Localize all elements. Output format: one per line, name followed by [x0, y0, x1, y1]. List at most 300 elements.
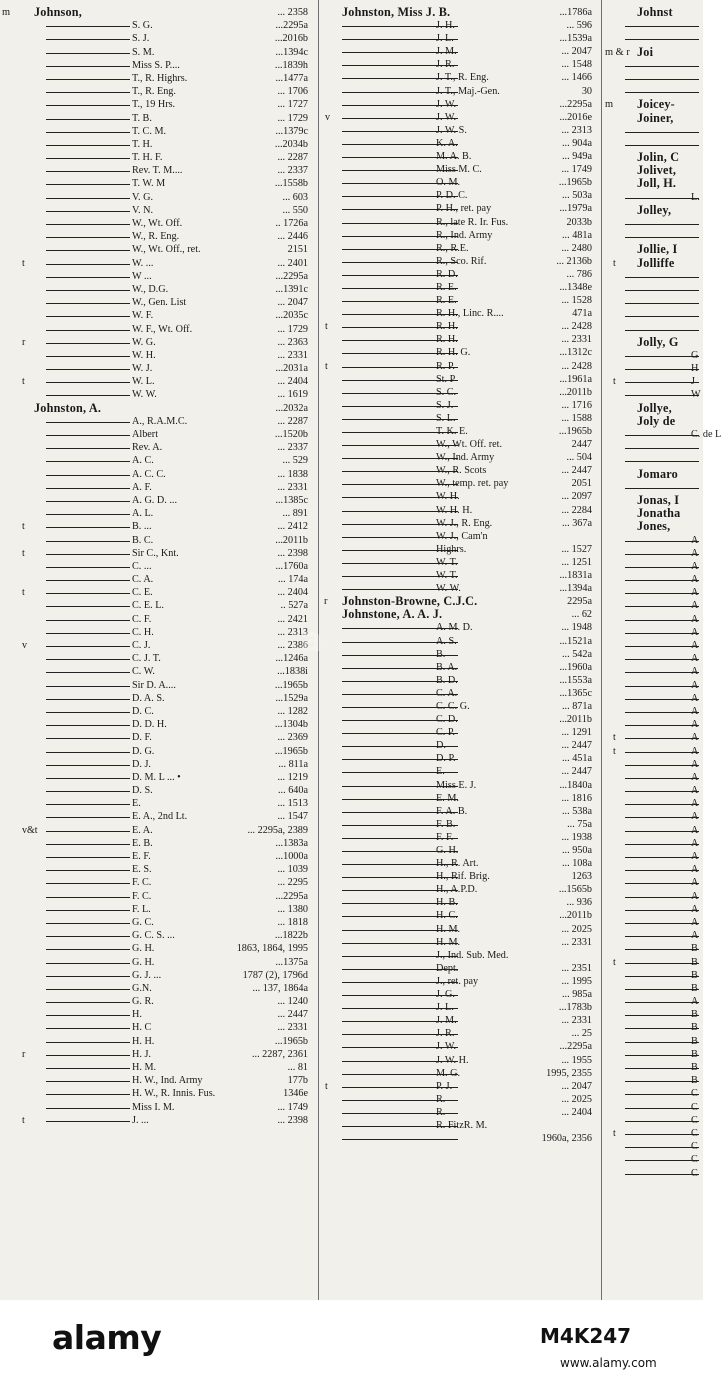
entry-row — [0, 665, 316, 678]
ditto-rule — [46, 580, 130, 581]
entry-name: R., Ind. Army — [436, 229, 493, 241]
entry-row — [322, 896, 600, 909]
entry-name: R. H. G. — [436, 347, 471, 359]
ditto-rule — [625, 461, 699, 462]
entry-name: C. A. — [436, 687, 458, 699]
entry-reference: ... 538a — [562, 805, 592, 817]
entry-reference: ...1304b — [274, 719, 308, 731]
entry-name: W. H. — [132, 349, 156, 361]
entry-reference: ... 2025 — [561, 923, 592, 935]
entry-name: F. C. — [132, 877, 152, 889]
entry-name: C — [691, 1114, 698, 1126]
entry-reference: ... 2313 — [561, 124, 592, 136]
entry-reference: 1263 — [571, 871, 592, 883]
entry-row — [0, 784, 316, 797]
entry-reference: ... 2097 — [561, 491, 592, 503]
entry-reference: ...1394c — [275, 46, 308, 58]
ditto-rule — [46, 949, 130, 950]
entry-name: J. W. S. — [436, 124, 467, 136]
ditto-rule — [46, 198, 130, 199]
entry-reference: ... 2480 — [561, 242, 592, 254]
entry-reference: 1787 (2), 1796d — [242, 969, 308, 981]
ditto-rule — [46, 514, 130, 515]
entry-name: J., Ind. Sub. Med. — [436, 949, 509, 961]
entry-reference: ...2011b — [559, 386, 592, 398]
entry-name: G.N. — [132, 982, 152, 994]
entry-row — [0, 507, 316, 520]
entry-row — [322, 360, 600, 373]
entry-row — [603, 257, 703, 270]
entry-row — [603, 705, 703, 718]
entry-row — [322, 752, 600, 765]
entry-row — [322, 425, 600, 438]
entry-row — [603, 323, 703, 336]
entry-row — [603, 520, 703, 533]
entry-row — [322, 58, 600, 71]
ditto-rule — [625, 1160, 699, 1161]
entry-row — [603, 626, 703, 639]
entry-row — [603, 745, 703, 758]
ditto-rule — [625, 1028, 699, 1029]
entry-row — [603, 1035, 703, 1048]
entry-name: J. L. — [436, 1002, 454, 1014]
entry-name: A — [691, 916, 699, 928]
entry-row — [603, 1114, 703, 1127]
entry-row — [322, 844, 600, 857]
ditto-rule — [625, 923, 699, 924]
ditto-rule — [625, 870, 699, 871]
ditto-rule — [625, 633, 699, 634]
entry-row — [0, 257, 316, 270]
entry-name: C. de L — [691, 429, 721, 440]
ditto-rule — [46, 725, 130, 726]
entry-name: A. F. — [132, 481, 152, 493]
entry-name: S. J. — [132, 33, 150, 45]
entry-name: H., Rif. Brig. — [436, 871, 490, 883]
entry-name: B. ... — [132, 521, 152, 533]
entry-name: R., R.E. — [436, 242, 469, 254]
entry-row — [322, 294, 600, 307]
entry-reference: ... 75a — [567, 818, 592, 830]
entry-row — [322, 451, 600, 464]
entry-row — [603, 454, 703, 467]
entry-name: R. E. — [436, 295, 457, 307]
entry-reference: ...1979a — [559, 203, 592, 215]
entry-name: C. E. — [132, 587, 153, 599]
entry-row — [322, 333, 600, 346]
entry-reference: ... 25 — [571, 1028, 592, 1040]
entry-name: E. F. — [132, 851, 151, 862]
entry-name: H. M. — [436, 923, 461, 935]
entry-name: A — [691, 877, 699, 889]
entry-row — [322, 857, 600, 870]
ditto-rule — [625, 738, 699, 739]
entry-reference: ... 2047 — [277, 297, 308, 309]
entry-row — [0, 46, 316, 59]
entry-row — [603, 837, 703, 850]
entry-row — [0, 428, 316, 441]
entry-name: D. F. — [132, 732, 152, 744]
entry-row — [322, 320, 600, 333]
entry-name: A — [691, 587, 699, 599]
brand-logo: alamy — [52, 1318, 162, 1357]
entry-name: H. M. — [436, 936, 461, 948]
entry-name: O. M. — [436, 177, 461, 189]
ditto-rule — [625, 1121, 699, 1122]
ditto-rule — [625, 910, 699, 911]
entry-name: J — [691, 376, 695, 388]
entry-reference: ...1839h — [274, 59, 308, 71]
entry-row — [0, 652, 316, 665]
entry-reference: ...2011b — [275, 534, 308, 546]
ditto-rule — [46, 989, 130, 990]
entry-name: Sir C., Knt. — [132, 547, 179, 559]
entry-reference: ... 950a — [562, 845, 592, 856]
ditto-rule — [46, 804, 130, 805]
ditto-rule — [625, 686, 699, 687]
entry-row — [322, 1001, 600, 1014]
entry-row — [603, 46, 703, 59]
ditto-rule — [625, 79, 699, 80]
entry-row — [322, 949, 600, 962]
entry-reference: ... 1251 — [561, 556, 592, 568]
entry-row — [0, 296, 316, 309]
entry-reference: ... 904a — [562, 137, 592, 149]
entry-reference: ... 1727 — [277, 99, 308, 111]
ditto-rule — [46, 791, 130, 792]
entry-name: H., A.P.D. — [436, 884, 478, 896]
entry-row — [0, 982, 316, 995]
entry-row — [0, 1087, 316, 1100]
entry-name: H. H. — [132, 1035, 155, 1047]
entry-name: G. H. — [132, 943, 155, 955]
entry-row — [322, 661, 600, 674]
entry-name: B — [691, 956, 698, 968]
entry-row — [322, 268, 600, 281]
entry-marker: t — [613, 732, 616, 744]
entry-name: J. T., R. Eng. — [436, 72, 489, 84]
entry-reference: ... 1749 — [561, 164, 592, 176]
ditto-rule — [342, 1139, 458, 1140]
entry-name: St. P — [436, 373, 456, 385]
ditto-rule — [625, 883, 699, 884]
entry-row — [603, 243, 703, 256]
entry-name: W., R. Scots — [436, 465, 487, 477]
entry-row — [603, 1167, 703, 1180]
entry-row — [603, 560, 703, 573]
entry-name: H. W., R. Innis. Fus. — [132, 1088, 216, 1100]
entry-row — [322, 674, 600, 687]
entry-name: B — [691, 943, 698, 955]
ditto-rule — [46, 422, 130, 423]
entry-row — [0, 573, 316, 586]
entry-row — [0, 415, 316, 428]
entry-row — [603, 1087, 703, 1100]
entry-reference: ... 2421 — [277, 613, 308, 625]
entry-reference: ... 1955 — [561, 1054, 592, 1066]
entry-row — [0, 349, 316, 362]
entry-row — [0, 191, 316, 204]
entry-row — [603, 388, 703, 401]
entry-reference: ...1961a — [559, 373, 592, 385]
entry-row — [322, 1093, 600, 1106]
entry-row — [322, 1132, 600, 1145]
entry-reference: ... 985a — [562, 989, 592, 1001]
entry-reference: 1863, 1864, 1995 — [236, 943, 308, 955]
ditto-rule — [625, 765, 699, 766]
entry-name: B — [691, 1022, 698, 1034]
entry-name: A — [691, 824, 699, 836]
ditto-rule — [625, 817, 699, 818]
ditto-rule — [46, 316, 130, 317]
entry-reference: ...1521a — [559, 635, 592, 647]
entry-name: A — [691, 705, 699, 717]
ditto-rule — [625, 356, 699, 357]
entry-name: C. H. — [132, 626, 154, 638]
entry-reference: ...2011b — [559, 910, 592, 922]
entry-reference: ...1831a — [559, 570, 592, 582]
entry-name: T. H. F. — [132, 152, 163, 164]
entry-name: Sir D. A.... — [132, 679, 176, 691]
entry-row — [603, 995, 703, 1008]
entry-row — [603, 1140, 703, 1153]
entry-name: D. — [436, 740, 446, 752]
entry-row — [603, 613, 703, 626]
entry-reference: ...1960a — [559, 661, 592, 673]
column-divider — [601, 0, 602, 1300]
entry-reference: 2295a — [567, 596, 592, 608]
entry-reference: 177b — [287, 1075, 308, 1087]
entry-reference: ... 529 — [282, 455, 308, 467]
entry-marker: t — [22, 1114, 25, 1126]
ditto-rule — [625, 435, 699, 436]
entry-row — [603, 942, 703, 955]
entry-reference: ...1383a — [275, 837, 308, 849]
ditto-rule — [46, 250, 130, 251]
entry-marker: t — [325, 1080, 328, 1092]
entry-reference: ...1558b — [274, 178, 308, 190]
entry-row — [322, 543, 600, 556]
ditto-rule — [625, 26, 699, 27]
entry-row — [0, 876, 316, 889]
entry-name: C — [691, 1088, 698, 1100]
ditto-rule — [625, 330, 699, 331]
entry-row — [322, 399, 600, 412]
entry-row — [0, 771, 316, 784]
entry-reference: ... 1219 — [277, 771, 308, 783]
entry-reference: ...1000a — [275, 851, 308, 862]
entry-name: H., R. Art. — [436, 858, 479, 870]
entry-name: A. G. D. ... — [132, 494, 177, 506]
entry-name: B — [691, 1075, 698, 1087]
entry-row — [0, 613, 316, 626]
entry-name: A — [691, 903, 699, 915]
entry-row — [603, 797, 703, 810]
ditto-rule — [625, 1174, 699, 1175]
ditto-rule — [46, 1121, 130, 1122]
entry-row — [0, 164, 316, 177]
entry-reference: ...1840a — [559, 779, 592, 791]
entry-row — [603, 19, 703, 32]
entry-reference: ...2295a — [559, 98, 592, 110]
entry-row — [603, 1061, 703, 1074]
entry-row — [0, 85, 316, 98]
entry-row — [322, 98, 600, 111]
entry-name: P. H., ret. pay — [436, 203, 492, 215]
entry-name: G — [691, 349, 699, 361]
entry-row — [603, 441, 703, 454]
entry-reference: ... 2351 — [561, 962, 592, 974]
ditto-rule — [46, 303, 130, 304]
entry-name: C. ... — [132, 560, 152, 572]
column-1 — [0, 6, 316, 1127]
entry-name: A — [691, 758, 699, 770]
entry-prefix: r — [324, 596, 328, 608]
ditto-rule — [46, 923, 130, 924]
entry-row — [603, 283, 703, 296]
ditto-rule — [625, 857, 699, 858]
entry-row — [0, 138, 316, 151]
ditto-rule — [46, 343, 130, 344]
entry-row — [0, 283, 316, 296]
entry-row — [0, 679, 316, 692]
ditto-rule — [46, 527, 130, 528]
entry-reference: ...1965b — [274, 1035, 308, 1047]
ditto-rule — [46, 475, 130, 476]
entry-name: J. W. H. — [436, 1054, 469, 1066]
entry-row — [322, 765, 600, 778]
entry-row — [0, 1074, 316, 1087]
entry-reference: ... 2412 — [277, 521, 308, 533]
ditto-rule — [625, 620, 699, 621]
entry-reference: ... 137, 1864a — [252, 982, 308, 994]
entry-name: W. L. — [132, 376, 155, 388]
entry-name: W ... — [132, 270, 152, 282]
entry-reference: ...2016e — [559, 111, 592, 123]
ditto-rule — [625, 369, 699, 370]
entry-row — [0, 59, 316, 72]
entry-reference: ...1783b — [558, 1002, 592, 1014]
entry-row — [0, 1021, 316, 1034]
entry-surname: Jolin, C — [637, 150, 680, 165]
entry-row — [322, 6, 600, 19]
entry-name: G. C. — [132, 916, 154, 928]
entry-row — [0, 98, 316, 111]
entry-surname: Joi — [637, 44, 654, 59]
entry-reference: ... 1948 — [561, 622, 592, 634]
entry-name: H — [691, 363, 699, 375]
entry-name: E. — [436, 766, 445, 778]
entry-marker: t — [22, 521, 25, 533]
entry-row — [322, 621, 600, 634]
entry-reference: ... 2313 — [277, 626, 308, 638]
entry-name: E. A., 2nd Lt. — [132, 811, 188, 823]
entry-row — [322, 1067, 600, 1080]
entry-row — [0, 824, 316, 837]
entry-name: R., late R. Ir. Fus. — [436, 216, 509, 228]
entry-reference: ... 81 — [287, 1062, 308, 1073]
ditto-rule — [625, 752, 699, 753]
entry-row — [322, 1106, 600, 1119]
ditto-rule — [625, 804, 699, 805]
entry-name: A. L. — [132, 508, 154, 520]
entry-reference: ... 2447 — [561, 465, 592, 477]
entry-reference: ... 2369 — [277, 732, 308, 744]
entry-row — [0, 797, 316, 810]
ditto-rule — [46, 132, 130, 133]
entry-reference: ... 1995 — [561, 975, 592, 987]
entry-name: W — [691, 389, 701, 401]
entry-row — [322, 923, 600, 936]
entry-row — [603, 125, 703, 138]
entry-row — [0, 1008, 316, 1021]
ditto-rule — [46, 435, 130, 436]
entry-row — [322, 71, 600, 84]
entry-name: D. D. H. — [132, 719, 167, 731]
entry-name: A — [691, 600, 699, 612]
entry-row — [322, 517, 600, 530]
entry-name: T. H. — [132, 138, 153, 150]
entry-row — [603, 112, 703, 125]
entry-reference: ...1394a — [559, 583, 592, 595]
entry-reference: 1960a, 2356 — [541, 1133, 592, 1145]
ditto-rule — [46, 541, 130, 542]
ditto-rule — [46, 277, 130, 278]
ditto-rule — [46, 752, 130, 753]
entry-name: C. J. — [132, 640, 151, 651]
entry-row — [0, 336, 316, 349]
entry-row — [0, 468, 316, 481]
ditto-rule — [46, 857, 130, 858]
entry-surname: Johnston-Browne, C.J.C. — [342, 594, 478, 609]
entry-name: H. — [132, 1009, 142, 1021]
entry-row — [0, 916, 316, 929]
entry-reference: ... 2447 — [277, 1009, 308, 1021]
ditto-rule — [46, 686, 130, 687]
entry-reference: ... 2331 — [277, 1022, 308, 1034]
entry-name: H. C — [132, 1022, 152, 1034]
entry-row — [0, 217, 316, 230]
entry-row — [0, 309, 316, 322]
entry-row — [322, 530, 600, 543]
entry-row — [322, 713, 600, 726]
entry-name: K. A. — [436, 137, 458, 149]
entry-row — [603, 1008, 703, 1021]
image-id: M4K247 — [540, 1324, 632, 1348]
entry-row — [603, 309, 703, 322]
entry-name: C. C. G. — [436, 700, 470, 712]
entry-reference: ... 1547 — [277, 811, 308, 823]
entry-reference: ...1822b — [274, 930, 308, 942]
entry-row — [603, 6, 703, 19]
ditto-rule — [46, 211, 130, 212]
entry-row — [322, 32, 600, 45]
ditto-rule — [625, 1015, 699, 1016]
entry-surname: Johnston, Miss J. B. — [342, 5, 451, 19]
entry-row — [322, 477, 600, 490]
entry-reference: ... 1749 — [277, 1101, 308, 1113]
entry-surname: Joll, H. — [637, 176, 677, 191]
entry-row — [603, 863, 703, 876]
entry-reference: ...1565b — [558, 884, 592, 896]
entry-surname: Joicey- — [637, 97, 675, 112]
entry-row — [0, 520, 316, 533]
entry-row — [322, 189, 600, 202]
entry-name: Miss E. J. — [436, 779, 477, 791]
entry-reference: ... 481a — [562, 229, 592, 241]
entry-marker: t — [22, 257, 25, 269]
entry-row — [603, 692, 703, 705]
